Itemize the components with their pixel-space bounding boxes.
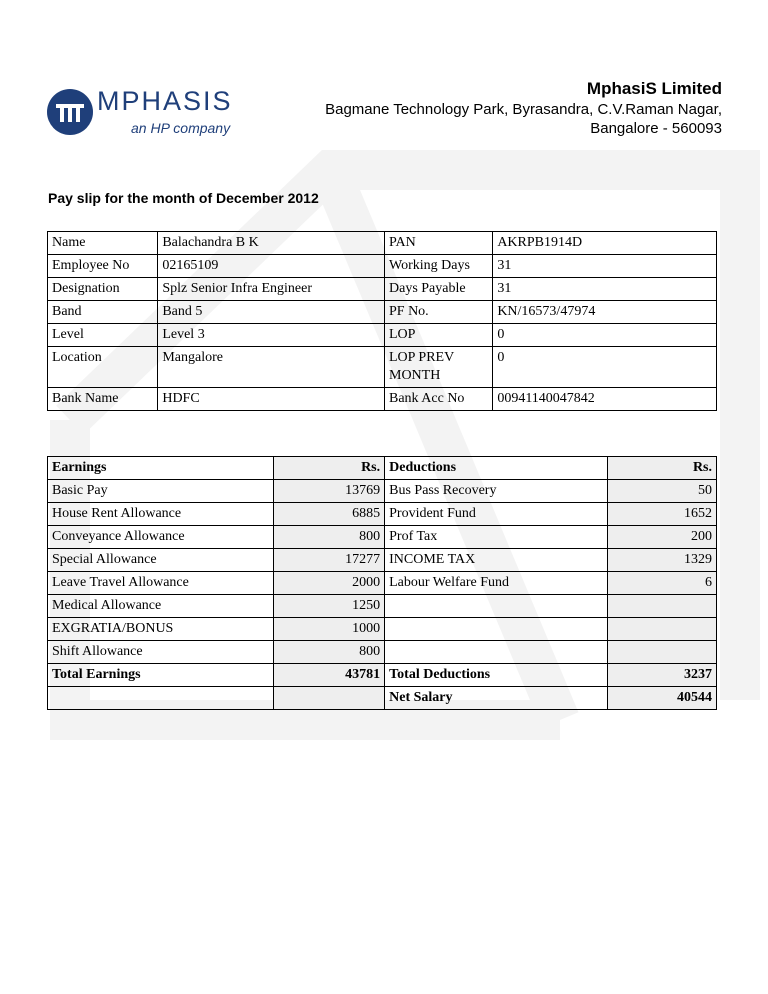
empty-cell	[274, 687, 385, 710]
deduction-label	[385, 618, 608, 641]
field-value: HDFC	[158, 388, 385, 411]
earning-label: Medical Allowance	[48, 595, 274, 618]
field-value: Mangalore	[158, 347, 385, 388]
table-row	[48, 572, 717, 595]
earnings-deductions-table	[47, 456, 717, 710]
table-row	[48, 278, 717, 301]
deduction-label: Labour Welfare Fund	[385, 572, 608, 595]
field-label: Bank Acc No	[385, 388, 493, 411]
net-salary-label: Net Salary	[385, 687, 608, 710]
empty-cell	[48, 687, 274, 710]
field-label: Designation	[48, 278, 158, 301]
earning-amount: 1250	[274, 595, 385, 618]
table-row	[48, 301, 717, 324]
field-label: PAN	[385, 232, 493, 255]
table-row	[48, 526, 717, 549]
table-row	[48, 618, 717, 641]
field-value: Splz Senior Infra Engineer	[158, 278, 385, 301]
deduction-amount: 1329	[608, 549, 717, 572]
deduction-amount: 50	[608, 480, 717, 503]
field-value: Balachandra B K	[158, 232, 385, 255]
earning-amount: 1000	[274, 618, 385, 641]
currency-header: Rs.	[608, 457, 717, 480]
currency-header: Rs.	[274, 457, 385, 480]
field-value: 02165109	[158, 255, 385, 278]
deduction-label: Bus Pass Recovery	[385, 480, 608, 503]
payslip-title: Pay slip for the month of December 2012	[48, 190, 319, 206]
deduction-label	[385, 595, 608, 618]
field-label: Working Days	[385, 255, 493, 278]
earning-amount: 6885	[274, 503, 385, 526]
deduction-amount	[608, 595, 717, 618]
table-row	[48, 503, 717, 526]
net-salary-value: 40544	[608, 687, 717, 710]
deduction-label: Prof Tax	[385, 526, 608, 549]
company-address-line1: Bagmane Technology Park, Byrasandra, C.V.Raman Nagar,	[325, 101, 722, 118]
table-row	[48, 232, 717, 255]
table-row	[48, 595, 717, 618]
table-row	[48, 549, 717, 572]
field-label: LOP	[385, 324, 493, 347]
company-address-line2: Bangalore - 560093	[590, 120, 722, 137]
table-row	[48, 324, 717, 347]
logo-tagline: an HP company	[131, 120, 231, 136]
field-value: Band 5	[158, 301, 385, 324]
field-value: KN/16573/47974	[493, 301, 717, 324]
deduction-label	[385, 641, 608, 664]
total-earnings-value: 43781	[274, 664, 385, 687]
deductions-header: Deductions	[385, 457, 608, 480]
field-value: AKRPB1914D	[493, 232, 717, 255]
earning-label: Leave Travel Allowance	[48, 572, 274, 595]
net-salary-row	[48, 687, 717, 710]
earning-amount: 800	[274, 641, 385, 664]
company-header	[325, 78, 722, 138]
field-label: Bank Name	[48, 388, 158, 411]
table-row	[48, 347, 717, 388]
earning-label: House Rent Allowance	[48, 503, 274, 526]
field-value: 0	[493, 324, 717, 347]
field-label: Employee No	[48, 255, 158, 278]
total-deductions-label: Total Deductions	[385, 664, 608, 687]
earning-label: Conveyance Allowance	[48, 526, 274, 549]
deduction-amount	[608, 618, 717, 641]
total-deductions-value: 3237	[608, 664, 717, 687]
field-label: Name	[48, 232, 158, 255]
field-label: Level	[48, 324, 158, 347]
field-label: Location	[48, 347, 158, 388]
table-row	[48, 641, 717, 664]
earning-label: Special Allowance	[48, 549, 274, 572]
earning-amount: 13769	[274, 480, 385, 503]
total-earnings-label: Total Earnings	[48, 664, 274, 687]
deduction-label: INCOME TAX	[385, 549, 608, 572]
earning-label: Shift Allowance	[48, 641, 274, 664]
deduction-amount: 1652	[608, 503, 717, 526]
field-value: 00941140047842	[493, 388, 717, 411]
totals-row	[48, 664, 717, 687]
earning-label: Basic Pay	[48, 480, 274, 503]
logo-wordmark: MPHASIS	[97, 86, 233, 116]
employee-details-table	[47, 231, 717, 411]
field-label: LOP PREV MONTH	[385, 347, 493, 388]
deduction-amount: 200	[608, 526, 717, 549]
earning-amount: 2000	[274, 572, 385, 595]
earnings-header: Earnings	[48, 457, 274, 480]
earning-label: EXGRATIA/BONUS	[48, 618, 274, 641]
deduction-amount: 6	[608, 572, 717, 595]
field-label: Band	[48, 301, 158, 324]
field-value: 31	[493, 255, 717, 278]
table-row	[48, 388, 717, 411]
table-row	[48, 255, 717, 278]
earning-amount: 800	[274, 526, 385, 549]
deduction-amount	[608, 641, 717, 664]
field-value: 0	[493, 347, 717, 388]
table-header-row	[48, 457, 717, 480]
company-name: MphasiS Limited	[586, 79, 722, 98]
field-label: Days Payable	[385, 278, 493, 301]
field-label: PF No.	[385, 301, 493, 324]
deduction-label: Provident Fund	[385, 503, 608, 526]
table-row	[48, 480, 717, 503]
field-value: 31	[493, 278, 717, 301]
earning-amount: 17277	[274, 549, 385, 572]
field-value: Level 3	[158, 324, 385, 347]
